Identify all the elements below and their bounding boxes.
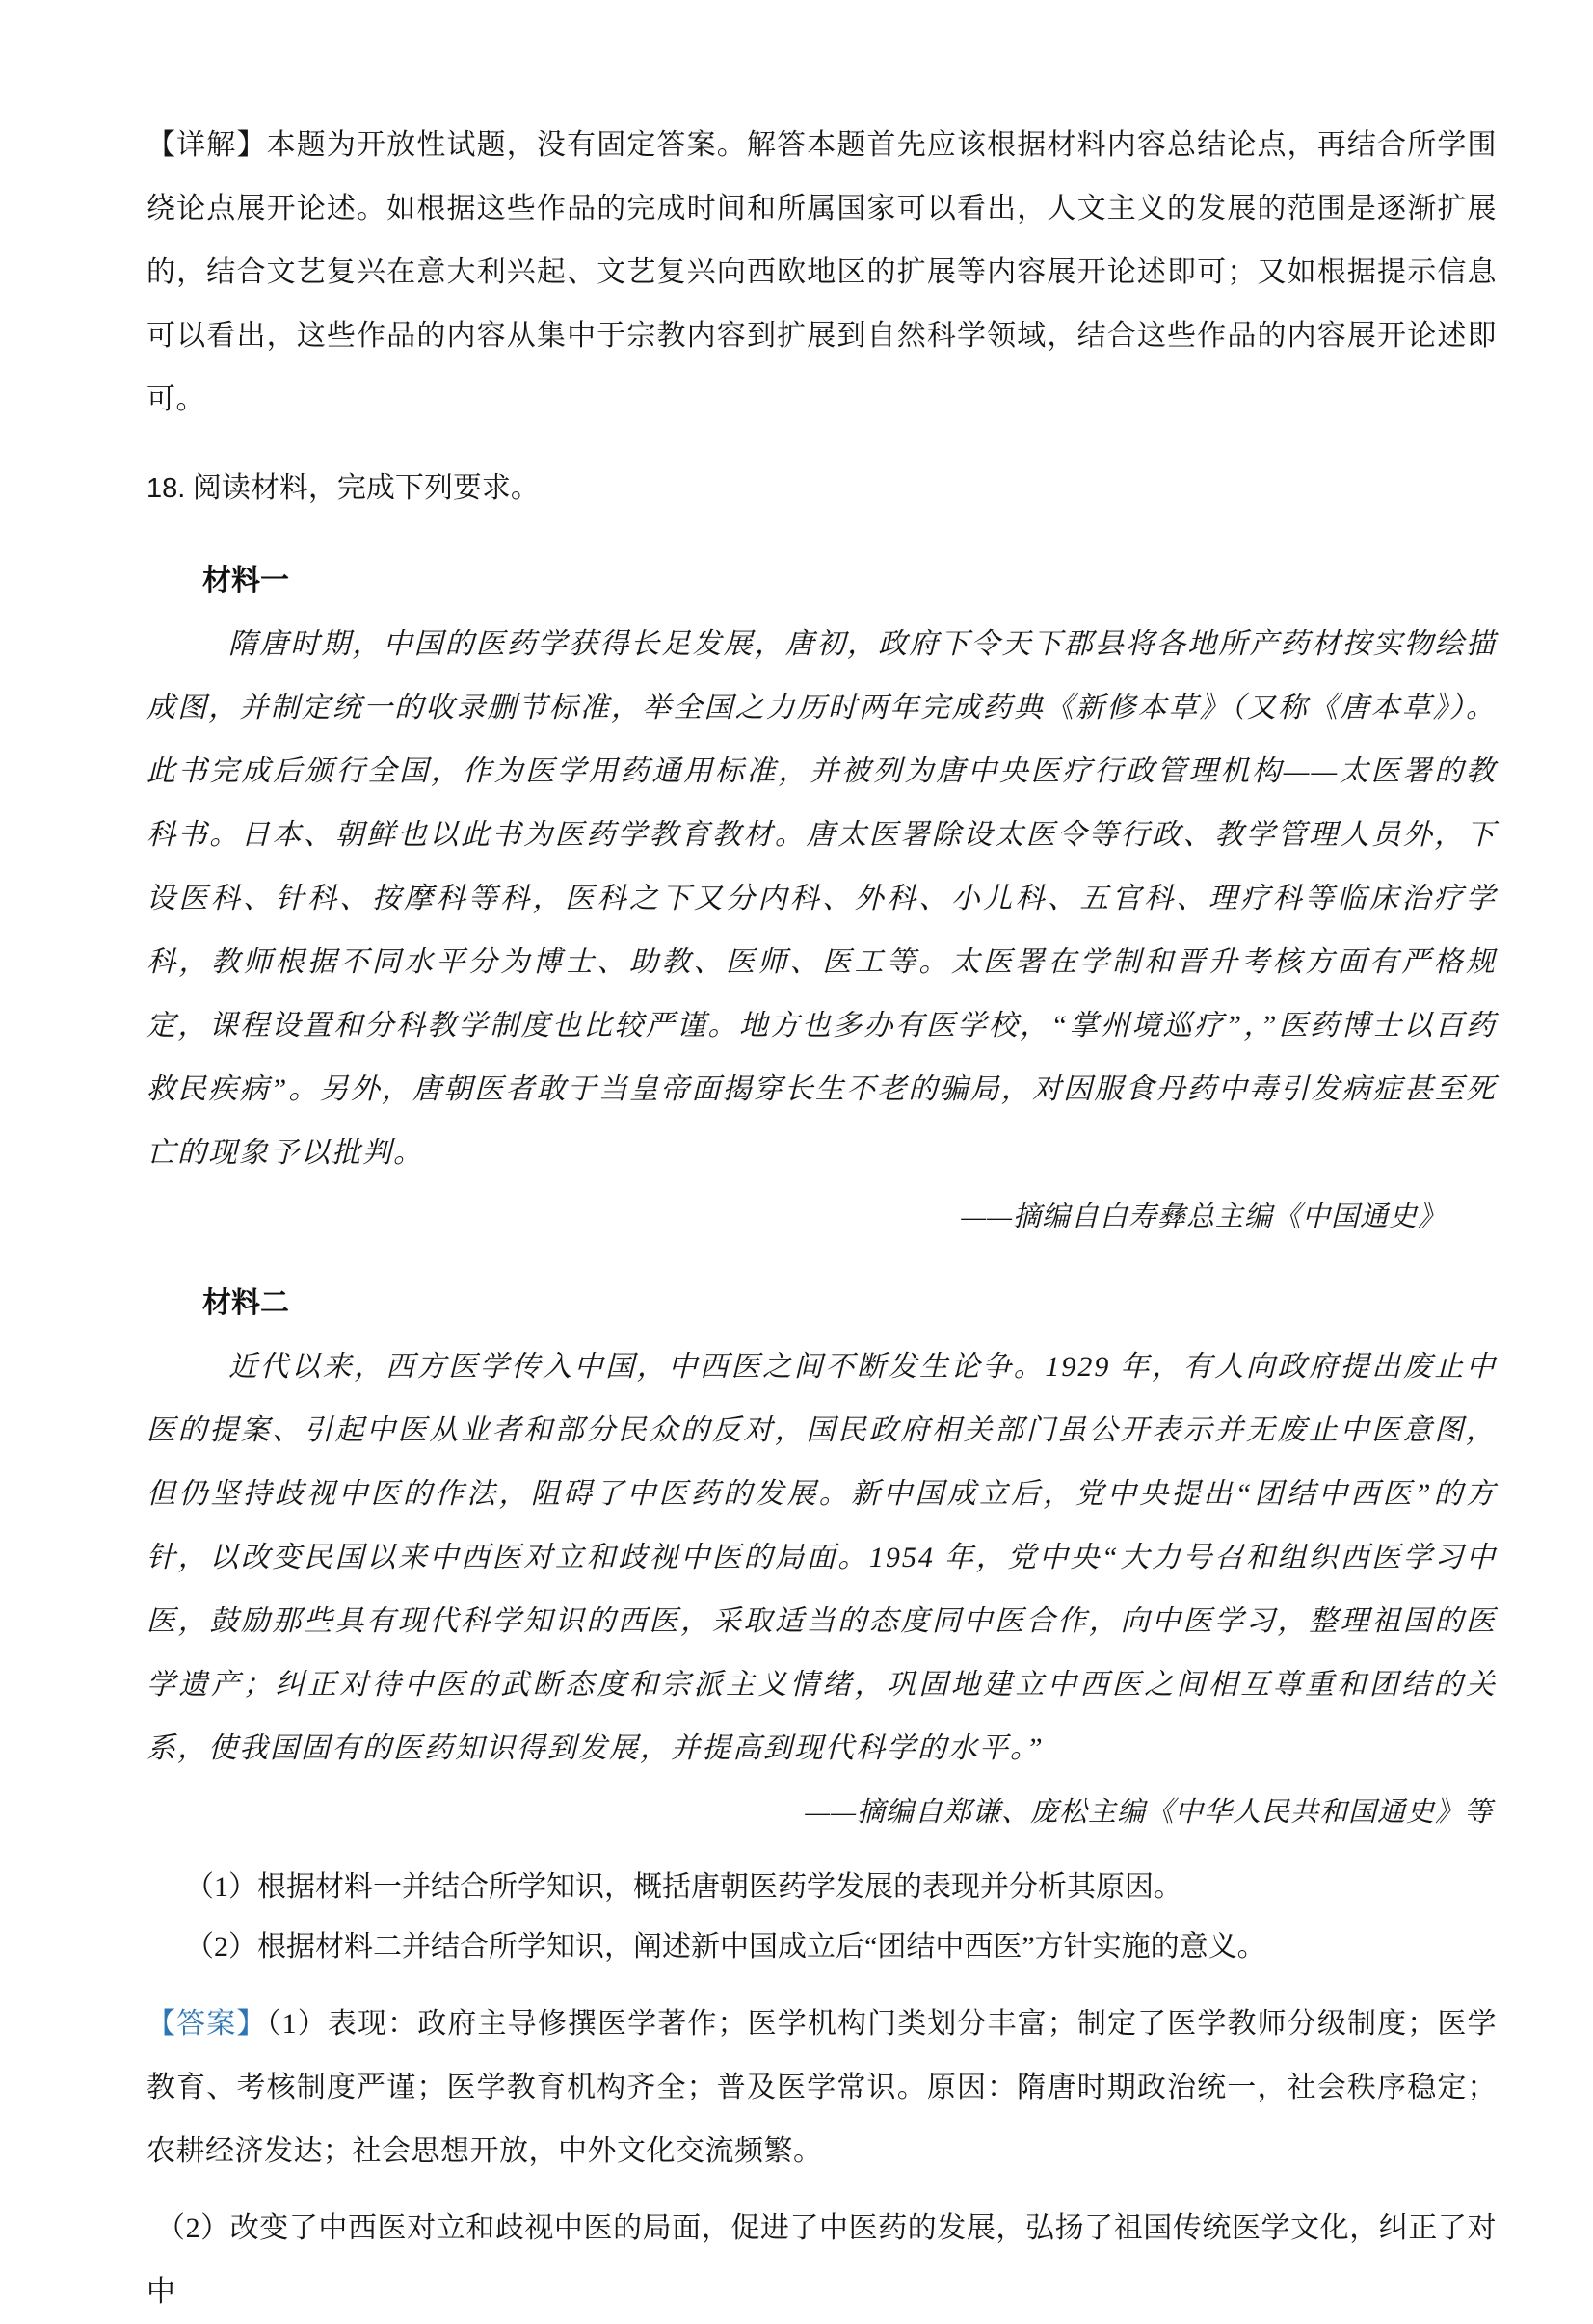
detail-paragraph [146, 114, 1497, 432]
answer-part1-text: （1）表现：政府主导修撰医学著作；医学机构门类划分丰富；制定了医学教师分级制度；医学教育、考核制度严谨；医学教育机构齐全；普及医学常识。原因：隋唐时期政治统一，社会秩序稳定；农耕经济发达；社会思想开放，中外文化交流频繁。 [146, 2008, 1498, 2167]
material-2-body: 近代以来，西方医学传入中国，中西医之间不断发生论争。1929 年，有人向政府提出废止中医的提案、引起中医从业者和部分民众的反对，国民政府相关部门虽公开表示并无废止中医意图，但仍坚持歧视中医的作法，阻碍了中医药的发展。新中国成立后，党中央提出“团结中西医”的方针，以改变民国以来中西医对立和歧视中医的局面。1954 年，党中央“大力号召和组织西医学习中医，鼓励那些具有现代科学知识的西医，采取适当的态度同中医合作，向中医学习，整理祖国的医学遗产；纠正对待中医的武断态度和宗派主义情绪，巩固地建立中西医之间相互尊重和团结的关系，使我国固有的医药知识得到发展，并提高到现代科学的水平。” [146, 1351, 1497, 1764]
question-number: 18. [146, 473, 186, 504]
material-2-source: ——摘编自郑谦、庞松主编《中华人民共和国通史》等 [805, 1797, 1493, 1828]
material-1-body: 隋唐时期，中国的医药学获得长足发展，唐初，政府下令天下郡县将各地所产药材按实物绘描成图，并制定统一的收录删节标准，举全国之力历时两年完成药典《新修本草》（又称《唐本草》）。此书完成后颁行全国，作为医学用药通用标准，并被列为唐中央医疗行政管理机构——太医署的教科书。日本、朝鲜也以此书为医药学教育教材。唐太医署除设太医令等行政、教学管理人员外，下设医科、针科、按摩科等科，医科之下又分内科、外科、小儿科、五官科、理疗科等临床治疗学科，教师根据不同水平分为博士、助教、医师、医工等。太医署在学制和晋升考核方面有严格规定，课程设置和分科教学制度也比较严谨。地方也多办有医学校，“掌州境巡疗”，”医药博士以百药救民疾病”。另外，唐朝医者敢于当皇帝面揭穿长生不老的骗局，对因服食丹药中毒引发病症甚至死亡的现象予以批判。 [146, 628, 1497, 1169]
answer-part2-text: （2）改变了中西医对立和歧视中医的局面，促进了中医药的发展，弘扬了祖国传统医学文化，纠正了对中 [146, 2212, 1497, 2308]
detail-text: 本题为开放性试题，没有固定答案。解答本题首先应该根据材料内容总结论点，再结合所学围绕论点展开论述。如根据这些作品的完成时间和所属国家可以看出，人文主义的发展的范围是逐渐扩展的，结合文艺复兴在意大利兴起、文艺复兴向西欧地区的扩展等内容展开论述即可；又如根据提示信息可以看出，这些作品的内容从集中于宗教内容到扩展到自然科学领域，结合这些作品的内容展开论述即可。 [146, 129, 1498, 415]
question-18-line [146, 457, 1497, 520]
answer-label: 【答案】 [146, 2008, 267, 2040]
subquestion-1: （1）根据材料一并结合所学知识，概括唐朝医药学发展的表现并分析其原因。 [185, 1871, 1182, 1903]
material-1-heading: 材料一 [202, 565, 289, 596]
detail-label: 【详解】 [146, 129, 267, 161]
material-2-heading: 材料二 [202, 1287, 289, 1319]
answer-paragraph [146, 1993, 1497, 2183]
material-1-source: ——摘编自白寿彝总主编《中国通史》 [961, 1202, 1447, 1232]
question-prompt: 阅读材料，完成下列要求。 [192, 472, 540, 504]
subquestion-2: （2）根据材料二并结合所学知识，阐述新中国成立后“团结中西医”方针实施的意义。 [185, 1931, 1266, 1963]
